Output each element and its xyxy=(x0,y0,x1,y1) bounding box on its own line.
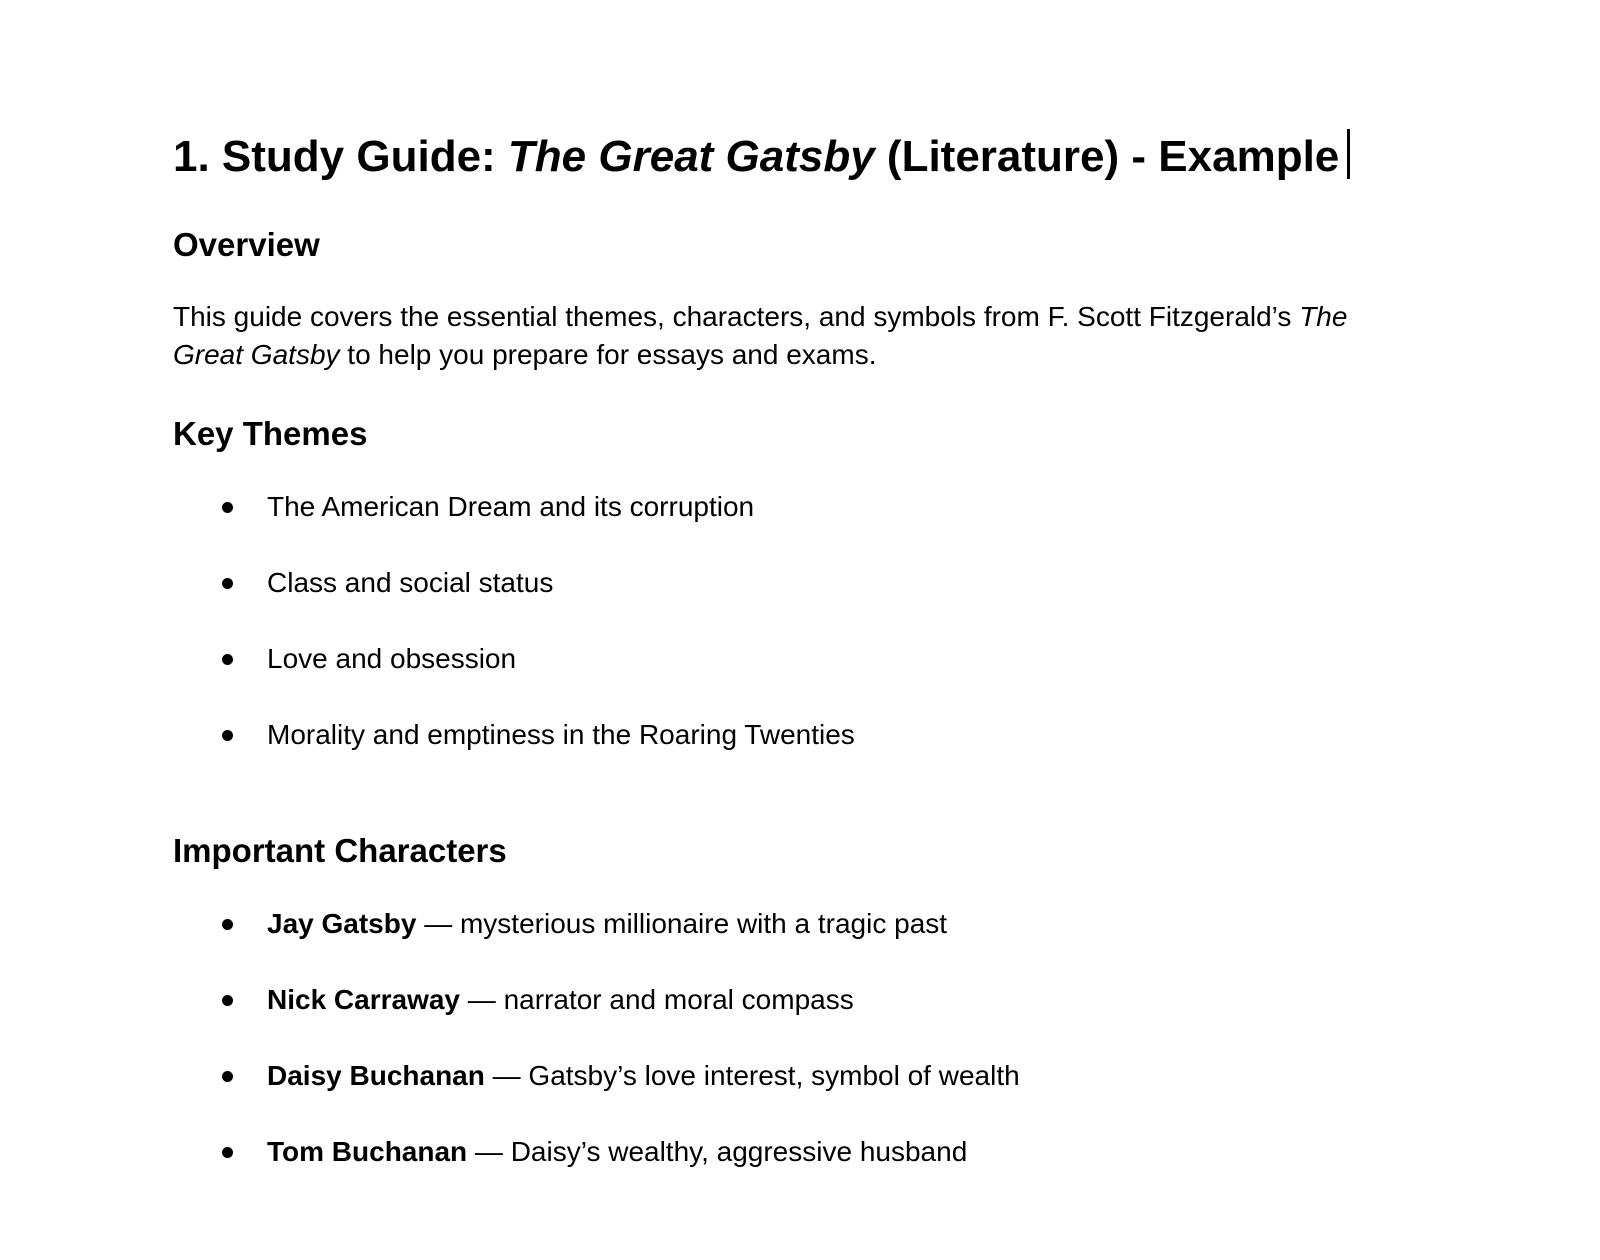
key-themes-heading: Key Themes xyxy=(173,415,368,452)
theme-text: The American Dream and its corruption xyxy=(267,491,755,522)
text-cursor xyxy=(1347,129,1350,179)
document-title xyxy=(173,126,1350,188)
character-entry xyxy=(267,1132,967,1172)
character-name: Nick Carraway xyxy=(267,984,461,1015)
title-book-name: The Great Gatsby xyxy=(507,132,875,181)
character-entry xyxy=(267,980,854,1020)
character-description: — mysterious millionaire with a tragic past xyxy=(416,908,948,939)
bullet-icon xyxy=(222,1147,233,1158)
bullet-icon xyxy=(222,730,233,741)
overview-book-name: The Great Gatsby xyxy=(173,301,1348,370)
overview-heading: Overview xyxy=(173,226,320,263)
bullet-icon xyxy=(222,578,233,589)
character-description: — narrator and moral compass xyxy=(460,984,854,1015)
theme-text: Love and obsession xyxy=(267,643,517,674)
title-suffix: (Literature) - Example xyxy=(874,132,1340,181)
title-prefix: 1. Study Guide: xyxy=(173,132,508,181)
character-description: — Daisy’s wealthy, aggressive husband xyxy=(467,1136,968,1167)
overview-text-before: This guide covers the essential themes, characters, and symbols from F. Scott Fitzgerald’s xyxy=(173,301,1300,332)
theme-text: Class and social status xyxy=(267,567,554,598)
character-name: Daisy Buchanan xyxy=(267,1060,485,1091)
bullet-icon xyxy=(222,919,233,930)
overview-text-after: to help you prepare for essays and exams. xyxy=(339,339,877,370)
bullet-icon xyxy=(222,502,233,513)
important-characters-heading: Important Characters xyxy=(173,832,507,869)
character-entry xyxy=(267,904,947,944)
character-description: — Gatsby’s love interest, symbol of wealth xyxy=(484,1060,1020,1091)
bullet-icon xyxy=(222,654,233,665)
character-entry xyxy=(267,1056,1020,1096)
theme-text: Morality and emptiness in the Roaring Twenties xyxy=(267,719,855,750)
bullet-icon xyxy=(222,995,233,1006)
bullet-icon xyxy=(222,1071,233,1082)
character-name: Jay Gatsby xyxy=(267,908,417,939)
character-name: Tom Buchanan xyxy=(267,1136,468,1167)
overview-paragraph xyxy=(173,298,1413,374)
